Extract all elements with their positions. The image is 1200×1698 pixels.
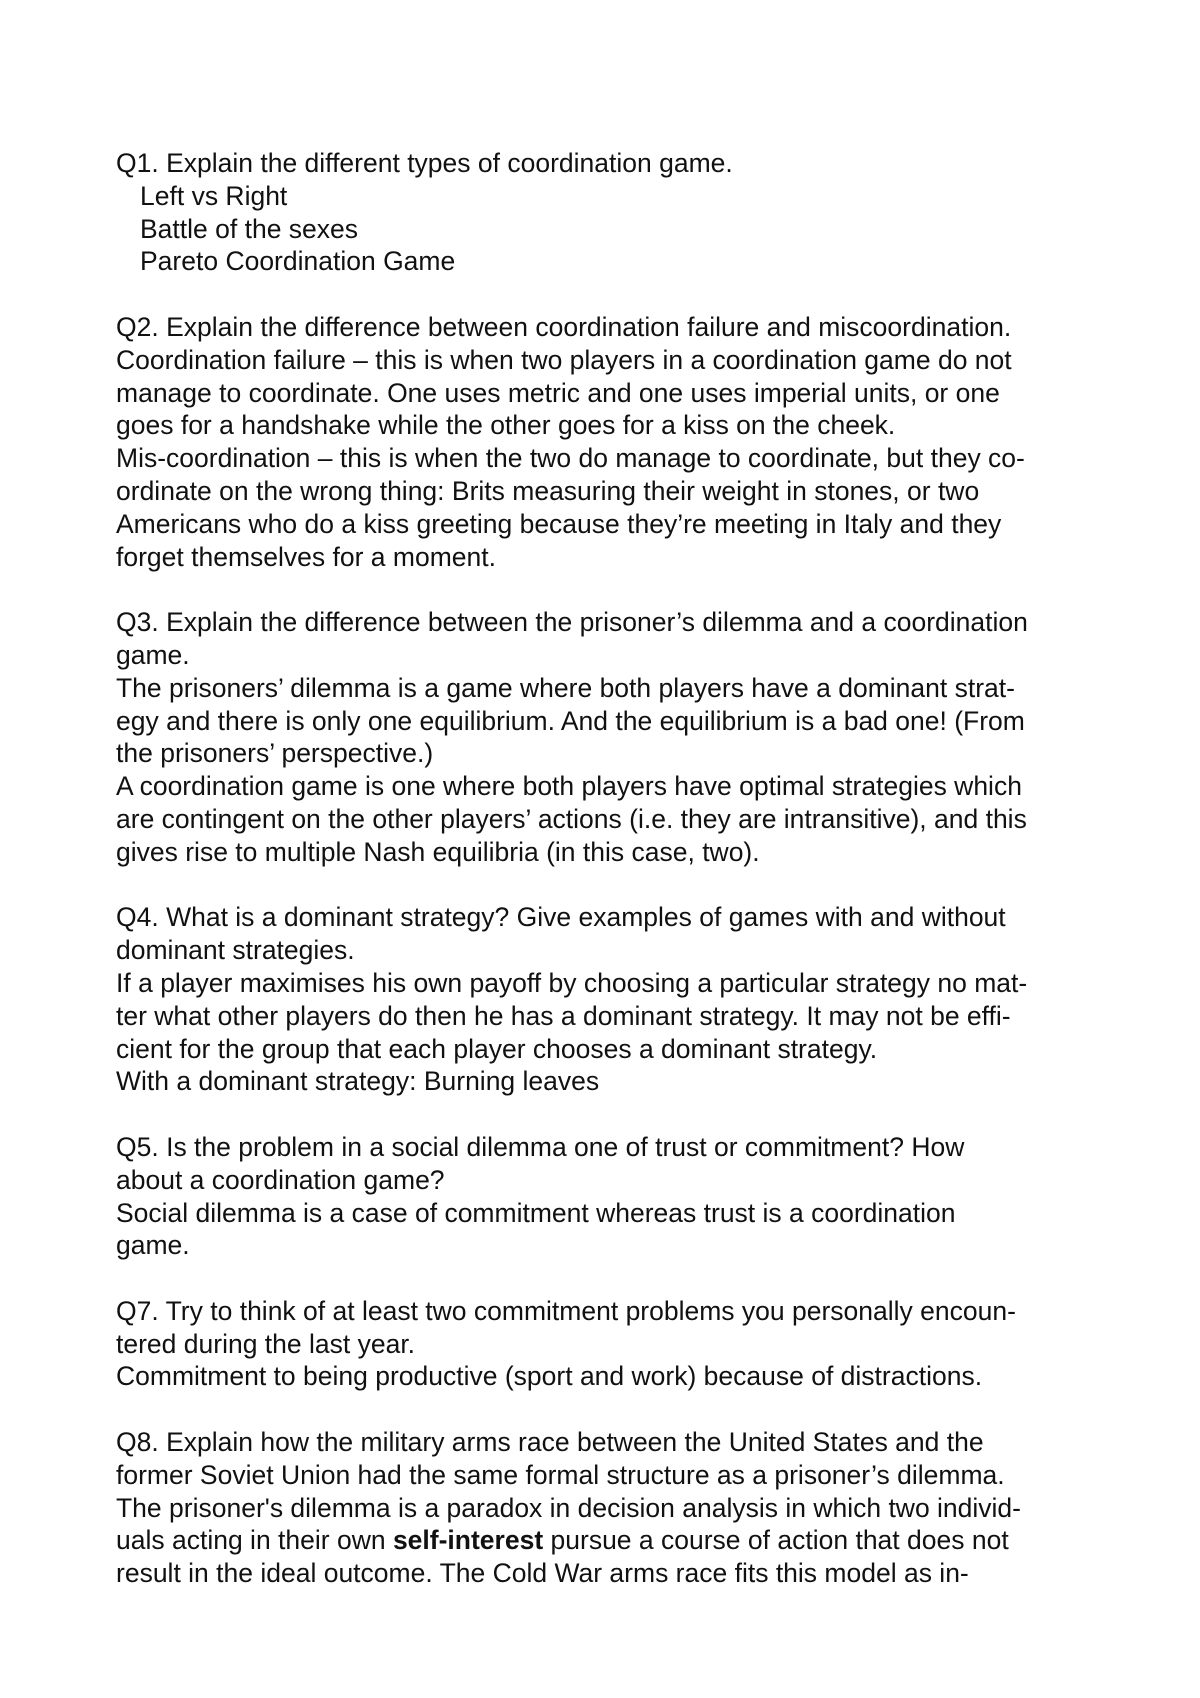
q3-answer-line: gives rise to multiple Nash equilibria (in this case, two). <box>116 836 760 867</box>
document-body <box>116 147 1116 1590</box>
q5-answer-line: game. <box>116 1230 190 1261</box>
paragraph-gap <box>116 1262 1116 1295</box>
self-interest-term: self-interest <box>392 1525 544 1556</box>
q2-answer-line: Coordination failure – this is when two players in a coordination game do not <box>116 344 1012 375</box>
q2-question: Q2. Explain the difference between coordination failure and miscoordination. <box>116 311 1012 342</box>
q8-question-line: Q8. Explain how the military arms race between the United States and the <box>116 1427 984 1458</box>
q8-answer-line <box>116 1524 1116 1557</box>
q3-answer-line: the prisoners’ perspective.) <box>116 738 434 769</box>
q7-question-line: tered during the last year. <box>116 1328 416 1359</box>
q2-answer-line: forget themselves for a moment. <box>116 541 496 572</box>
q1-item: Battle of the sexes <box>140 213 359 244</box>
paragraph-gap <box>116 278 1116 311</box>
q8-answer-text: pursue a course of action that does not <box>543 1525 1009 1556</box>
q3-question-line: game. <box>116 639 190 670</box>
q2-answer-line: ordinate on the wrong thing: Brits measuring their weight in stones, or two <box>116 475 980 506</box>
q4-answer-line: ter what other players do then he has a dominant strategy. It may not be effi- <box>116 1000 1011 1031</box>
q2-answer-line: Americans who do a kiss greeting because they’re meeting in Italy and they <box>116 508 1002 539</box>
q1-item: Pareto Coordination Game <box>140 246 456 277</box>
paragraph-gap <box>116 573 1116 606</box>
q3-answer-line: are contingent on the other players’ actions (i.e. they are intransitive), and this <box>116 803 1027 834</box>
paragraph-gap <box>116 1098 1116 1131</box>
paragraph-gap <box>116 869 1116 902</box>
q3-answer-line: The prisoners’ dilemma is a game where both players have a dominant strat- <box>116 672 1015 703</box>
q2-answer-line: manage to coordinate. One uses metric and one uses imperial units, or one <box>116 377 1000 408</box>
q4-question-line: dominant strategies. <box>116 935 355 966</box>
q1-item: Left vs Right <box>140 180 288 211</box>
q8-answer-text: uals acting in their own <box>116 1525 393 1556</box>
q4-answer-line: cient for the group that each player chooses a dominant strategy. <box>116 1033 878 1064</box>
q2-answer-line: Mis-coordination – this is when the two do manage to coordinate, but they co- <box>116 443 1025 474</box>
q4-answer-line: If a player maximises his own payoff by choosing a particular strategy no mat- <box>116 967 1028 998</box>
q5-question-line: Q5. Is the problem in a social dilemma one of trust or commitment? How <box>116 1131 965 1162</box>
q8-question-line: former Soviet Union had the same formal structure as a prisoner’s dilemma. <box>116 1459 1005 1490</box>
q5-question-line: about a coordination game? <box>116 1164 445 1195</box>
q3-answer-line: A coordination game is one where both players have optimal strategies which <box>116 771 1022 802</box>
q7-answer-line: Commitment to being productive (sport and work) because of distractions. <box>116 1361 983 1392</box>
q4-question-line: Q4. What is a dominant strategy? Give examples of games with and without <box>116 902 1006 933</box>
q1-question: Q1. Explain the different types of coordination game. <box>116 148 733 178</box>
q7-question-line: Q7. Try to think of at least two commitment problems you personally encoun- <box>116 1295 1016 1326</box>
q8-answer-line: The prisoner's dilemma is a paradox in decision analysis in which two individ- <box>116 1492 1021 1523</box>
q8-answer-line: result in the ideal outcome. The Cold War arms race fits this model as in- <box>116 1558 969 1589</box>
paragraph-gap <box>116 1393 1116 1426</box>
q3-question-line: Q3. Explain the difference between the prisoner’s dilemma and a coordination <box>116 607 1028 638</box>
q4-answer-line: With a dominant strategy: Burning leaves <box>116 1066 600 1097</box>
q3-answer-line: egy and there is only one equilibrium. And the equilibrium is a bad one! (From <box>116 705 1025 736</box>
q2-answer-line: goes for a handshake while the other goes for a kiss on the cheek. <box>116 410 896 441</box>
q5-answer-line: Social dilemma is a case of commitment whereas trust is a coordination <box>116 1197 956 1228</box>
